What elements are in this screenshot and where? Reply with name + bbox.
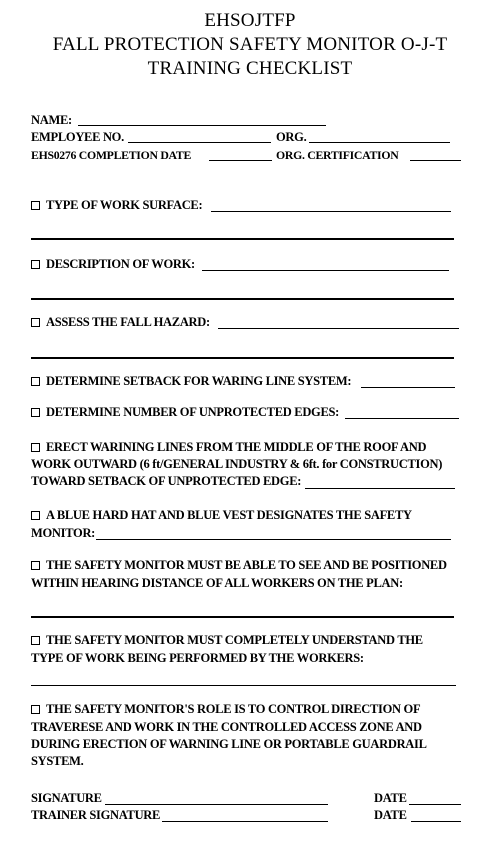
signature-label: SIGNATURE xyxy=(31,791,102,805)
form-title: FALL PROTECTION SAFETY MONITOR O-J-T xyxy=(52,34,448,55)
erect-warning-field[interactable] xyxy=(305,488,455,489)
item-work-surface: TYPE OF WORK SURFACE: xyxy=(31,198,202,213)
org-field[interactable] xyxy=(309,142,450,143)
org-certification-label: ORG. CERTIFICATION xyxy=(276,148,399,162)
org-label: ORG. xyxy=(276,130,307,144)
name-field[interactable] xyxy=(78,125,326,126)
item-monitor-role: THE SAFETY MONITOR'S ROLE IS TO CONTROL DIRECTION OF xyxy=(31,702,420,717)
item-description-of-work: DESCRIPTION OF WORK: xyxy=(31,257,195,272)
description-line-2[interactable] xyxy=(31,298,454,300)
assess-hazard-line-2[interactable] xyxy=(31,357,454,359)
description-field[interactable] xyxy=(202,270,449,271)
checkbox[interactable] xyxy=(31,636,40,645)
see-and-hear-field[interactable] xyxy=(31,616,454,618)
checkbox[interactable] xyxy=(31,201,40,210)
item-see-and-hear-line-2: WITHIN HEARING DISTANCE OF ALL WORKERS ON THE PLAN: xyxy=(31,576,403,590)
item-understand-work: THE SAFETY MONITOR MUST COMPLETELY UNDERSTAND THE xyxy=(31,633,423,648)
checkbox[interactable] xyxy=(31,443,40,452)
item-blue-hard-hat-line-2: MONITOR: xyxy=(31,526,96,540)
checkbox[interactable] xyxy=(31,561,40,570)
setback-field[interactable] xyxy=(361,387,455,388)
checkbox[interactable] xyxy=(31,705,40,714)
date-field-1[interactable] xyxy=(409,804,461,805)
item-erect-warning-lines-line-2: WORK OUTWARD (6 ft/GENERAL INDUSTRY & 6ft. for CONSTRUCTION) xyxy=(31,457,443,471)
item-assess-fall-hazard: ASSESS THE FALL HAZARD: xyxy=(31,315,210,330)
name-label: NAME: xyxy=(31,113,72,127)
work-surface-field[interactable] xyxy=(211,211,451,212)
trainer-signature-field[interactable] xyxy=(162,821,328,822)
date-label-2: DATE xyxy=(374,808,407,822)
form-subtitle: TRAINING CHECKLIST xyxy=(147,58,353,79)
checkbox[interactable] xyxy=(31,318,40,327)
item-setback: DETERMINE SETBACK FOR WARING LINE SYSTEM: xyxy=(31,374,351,389)
date-label-1: DATE xyxy=(374,791,407,805)
item-understand-work-line-2: TYPE OF WORK BEING PERFORMED BY THE WORKERS: xyxy=(31,651,364,665)
item-monitor-role-line-4: SYSTEM. xyxy=(31,754,84,768)
checkbox[interactable] xyxy=(31,408,40,417)
date-field-2[interactable] xyxy=(411,821,461,822)
item-erect-warning-lines-line-3: TOWARD SETBACK OF UNPROTECTED EDGE: xyxy=(31,474,302,488)
checkbox[interactable] xyxy=(31,511,40,520)
employee-no-field[interactable] xyxy=(128,142,271,143)
checkbox[interactable] xyxy=(31,377,40,386)
item-see-and-hear: THE SAFETY MONITOR MUST BE ABLE TO SEE AND BE POSITIONED xyxy=(31,558,447,573)
checkbox[interactable] xyxy=(31,260,40,269)
org-certification-field[interactable] xyxy=(410,160,461,161)
unprotected-edges-field[interactable] xyxy=(345,418,459,419)
trainer-signature-label: TRAINER SIGNATURE xyxy=(31,808,161,822)
item-unprotected-edges: DETERMINE NUMBER OF UNPROTECTED EDGES: xyxy=(31,405,339,420)
employee-no-label: EMPLOYEE NO. xyxy=(31,130,124,144)
signature-field[interactable] xyxy=(105,804,328,805)
item-blue-hard-hat: A BLUE HARD HAT AND BLUE VEST DESIGNATES THE SAFETY xyxy=(31,508,412,523)
item-monitor-role-line-3: DURING ERECTION OF WARNING LINE OR PORTABLE GUARDRAIL xyxy=(31,737,427,751)
assess-hazard-field[interactable] xyxy=(218,328,459,329)
understand-work-field[interactable] xyxy=(31,685,456,686)
form-code: EHSOJTFP xyxy=(204,10,296,31)
blue-hard-hat-field[interactable] xyxy=(96,539,451,540)
work-surface-line-2[interactable] xyxy=(31,238,454,240)
completion-date-field[interactable] xyxy=(209,160,272,161)
item-monitor-role-line-2: TRAVERESE AND WORK IN THE CONTROLLED ACCESS ZONE AND xyxy=(31,720,422,734)
completion-date-label: EHS0276 COMPLETION DATE xyxy=(31,148,192,162)
item-erect-warning-lines: ERECT WARINING LINES FROM THE MIDDLE OF THE ROOF AND xyxy=(31,440,426,455)
